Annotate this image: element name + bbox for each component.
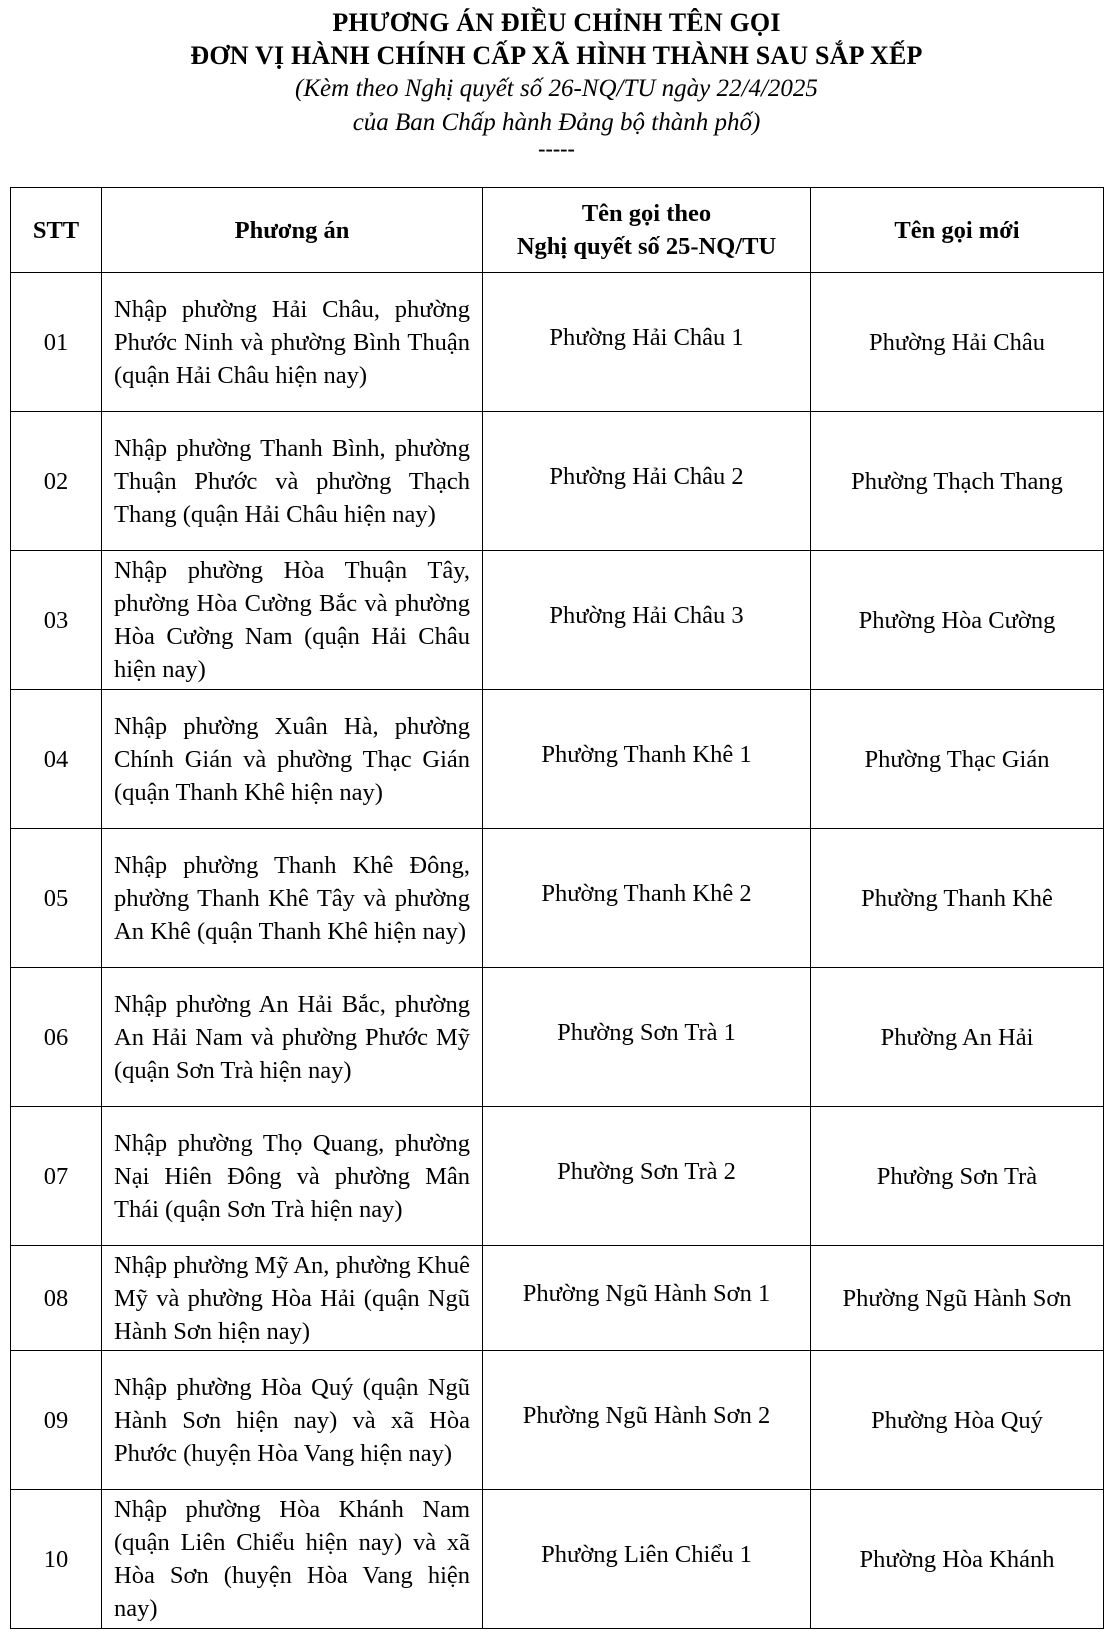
cell-old-name bbox=[483, 273, 811, 412]
cell-new-name: Phường Thanh Khê bbox=[811, 829, 1104, 968]
cell-stt: 05 bbox=[11, 829, 102, 968]
cell-old-name bbox=[483, 690, 811, 829]
table-row bbox=[11, 551, 1104, 690]
cell-new-name: Phường Thạch Thang bbox=[811, 412, 1104, 551]
column-header-old-name bbox=[483, 188, 811, 273]
table-row bbox=[11, 968, 1104, 1107]
old-name-text: Phường Liên Chiểu 1 bbox=[541, 1540, 752, 1568]
table-header bbox=[11, 188, 1104, 273]
cell-old-name bbox=[483, 1351, 811, 1490]
old-name-text: Phường Hải Châu 3 bbox=[549, 601, 744, 629]
table-row bbox=[11, 412, 1104, 551]
table-row bbox=[11, 1246, 1104, 1351]
cell-old-name bbox=[483, 968, 811, 1107]
cell-plan: Nhập phường Hòa Quý (quận Ngũ Hành Sơn hiện nay) và xã Hòa Phước (huyện Hòa Vang hiện nay) bbox=[102, 1351, 483, 1490]
cell-new-name: Phường Hòa Quý bbox=[811, 1351, 1104, 1490]
cell-stt: 01 bbox=[11, 273, 102, 412]
table-row bbox=[11, 690, 1104, 829]
cell-new-name: Phường Hòa Khánh bbox=[811, 1490, 1104, 1629]
separator: ----- bbox=[538, 136, 575, 161]
old-name-text: Phường Hải Châu 1 bbox=[549, 323, 744, 351]
cell-plan: Nhập phường Thọ Quang, phường Nại Hiên Đông và phường Mân Thái (quận Sơn Trà hiện nay) bbox=[102, 1107, 483, 1246]
renaming-table bbox=[10, 187, 1104, 1629]
table-body bbox=[11, 273, 1104, 1629]
cell-plan: Nhập phường Xuân Hà, phường Chính Gián và phường Thạc Gián (quận Thanh Khê hiện nay) bbox=[102, 690, 483, 829]
cell-old-name bbox=[483, 412, 811, 551]
cell-new-name: Phường Sơn Trà bbox=[811, 1107, 1104, 1246]
cell-old-name bbox=[483, 829, 811, 968]
column-header-new-name: Tên gọi mới bbox=[811, 188, 1104, 273]
cell-plan: Nhập phường Hòa Thuận Tây, phường Hòa Cường Bắc và phường Hòa Cường Nam (quận Hải Châu hiện nay) bbox=[102, 551, 483, 690]
cell-old-name bbox=[483, 1107, 811, 1246]
column-header-stt: STT bbox=[11, 188, 102, 273]
column-header-old-name-line1: Tên gọi theo bbox=[581, 200, 712, 227]
cell-plan: Nhập phường Hòa Khánh Nam (quận Liên Chiểu hiện nay) và xã Hòa Sơn (huyện Hòa Vang hiện nay) bbox=[102, 1490, 483, 1629]
cell-new-name: Phường Hòa Cường bbox=[811, 551, 1104, 690]
table-header-row bbox=[11, 188, 1104, 273]
cell-old-name bbox=[483, 551, 811, 690]
cell-old-name bbox=[483, 1246, 811, 1351]
cell-new-name: Phường Thạc Gián bbox=[811, 690, 1104, 829]
cell-stt: 09 bbox=[11, 1351, 102, 1490]
table-row bbox=[11, 1490, 1104, 1629]
cell-stt: 08 bbox=[11, 1246, 102, 1351]
cell-stt: 10 bbox=[11, 1490, 102, 1629]
cell-stt: 06 bbox=[11, 968, 102, 1107]
cell-stt: 02 bbox=[11, 412, 102, 551]
title-line-1: PHƯƠNG ÁN ĐIỀU CHỈNH TÊN GỌI bbox=[332, 8, 781, 37]
cell-new-name: Phường Hải Châu bbox=[811, 273, 1104, 412]
cell-new-name: Phường An Hải bbox=[811, 968, 1104, 1107]
cell-stt: 03 bbox=[11, 551, 102, 690]
cell-stt: 04 bbox=[11, 690, 102, 829]
old-name-text: Phường Sơn Trà 2 bbox=[557, 1157, 736, 1185]
subtitle-line-1: (Kèm theo Nghị quyết số 26-NQ/TU ngày 22/4/2025 bbox=[295, 75, 818, 102]
old-name-text: Phường Ngũ Hành Sơn 1 bbox=[522, 1279, 771, 1307]
title-line-2: ĐƠN VỊ HÀNH CHÍNH CẤP XÃ HÌNH THÀNH SAU SẮP XẾP bbox=[190, 41, 923, 70]
cell-new-name: Phường Ngũ Hành Sơn bbox=[811, 1246, 1104, 1351]
column-header-old-name-line2: Nghị quyết số 25-NQ/TU bbox=[516, 233, 777, 260]
table-row bbox=[11, 1351, 1104, 1490]
table-row bbox=[11, 1107, 1104, 1246]
old-name-text: Phường Ngũ Hành Sơn 2 bbox=[522, 1401, 771, 1429]
cell-plan: Nhập phường Hải Châu, phường Phước Ninh và phường Bình Thuận (quận Hải Châu hiện nay) bbox=[102, 273, 483, 412]
cell-plan: Nhập phường Mỹ An, phường Khuê Mỹ và phường Hòa Hải (quận Ngũ Hành Sơn hiện nay) bbox=[102, 1246, 483, 1351]
cell-old-name bbox=[483, 1490, 811, 1629]
table-row bbox=[11, 829, 1104, 968]
table-row bbox=[11, 273, 1104, 412]
column-header-plan: Phương án bbox=[102, 188, 483, 273]
cell-plan: Nhập phường Thanh Bình, phường Thuận Phước và phường Thạch Thang (quận Hải Châu hiện nay) bbox=[102, 412, 483, 551]
old-name-text: Phường Sơn Trà 1 bbox=[557, 1018, 736, 1046]
old-name-text: Phường Thanh Khê 2 bbox=[541, 879, 752, 907]
cell-stt: 07 bbox=[11, 1107, 102, 1246]
subtitle-line-2: của Ban Chấp hành Đảng bộ thành phố) bbox=[352, 109, 761, 136]
old-name-text: Phường Hải Châu 2 bbox=[549, 462, 744, 490]
old-name-text: Phường Thanh Khê 1 bbox=[541, 740, 752, 768]
cell-plan: Nhập phường Thanh Khê Đông, phường Thanh Khê Tây và phường An Khê (quận Thanh Khê hiện nay) bbox=[102, 829, 483, 968]
document-header bbox=[0, 0, 1113, 161]
cell-plan: Nhập phường An Hải Bắc, phường An Hải Nam và phường Phước Mỹ (quận Sơn Trà hiện nay) bbox=[102, 968, 483, 1107]
